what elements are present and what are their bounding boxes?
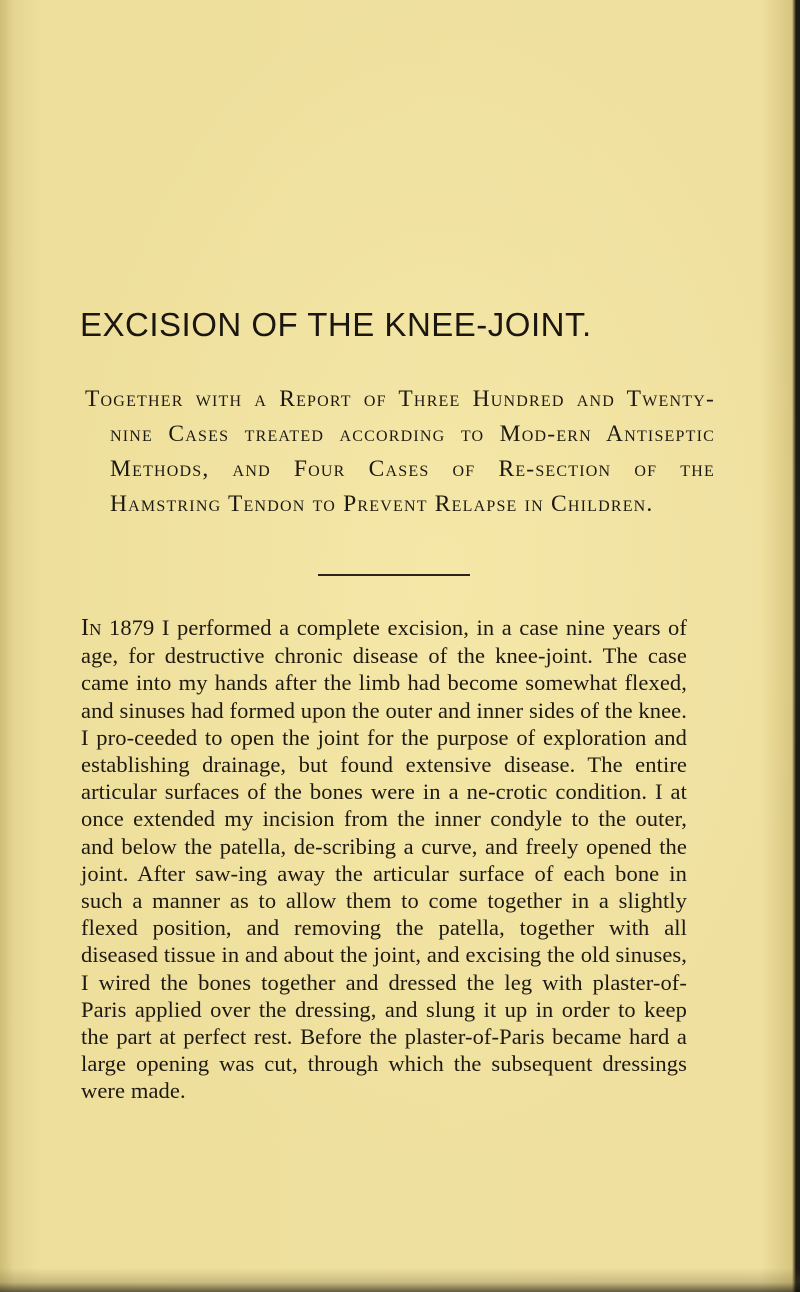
- chapter-title: EXCISION OF THE KNEE-JOINT.: [80, 306, 592, 343]
- section-divider: [318, 574, 470, 576]
- paragraph-text: 1879 I performed a complete excision, in a case nine years of age, for destructive chronic disease of the knee-joint. The case came into my hands after the limb had become somewhat flexed, and sinuses had formed upon the outer and inner sides of the knee. I pro-ceeded to open the joint for the purpose of exploration and establishing drainage, but found extensive disease. The entire articular surfaces of the bones were in a ne-crotic condition. I at once extended my incision from the inner condyle to the outer, and below the patella, de-scribing a curve, and freely opened the joint. After saw-ing away the articular surface of each bone in such a manner as to allow them to come together in a slightly flexed position, and removing the patella, together with all diseased tissue in and about the joint, and excising the old sinuses, I wired the bones together and dressed the leg with plaster-of-Paris applied over the dressing, and slung it up in order to keep the part at perfect rest. Before the plaster-of-Paris became hard a large opening was cut, through which the subsequent dressings were made.: [81, 615, 687, 1104]
- chapter-subtitle: Together with a Report of Three Hundred and Twenty-nine Cases treated according to Mod-ern Antiseptic Methods, and Four Cases of Re-section of the Hamstring Tendon to Prevent Relapse in Children.: [85, 386, 715, 517]
- paragraph-lead-word: In: [81, 615, 102, 641]
- body-paragraph: [81, 614, 687, 1105]
